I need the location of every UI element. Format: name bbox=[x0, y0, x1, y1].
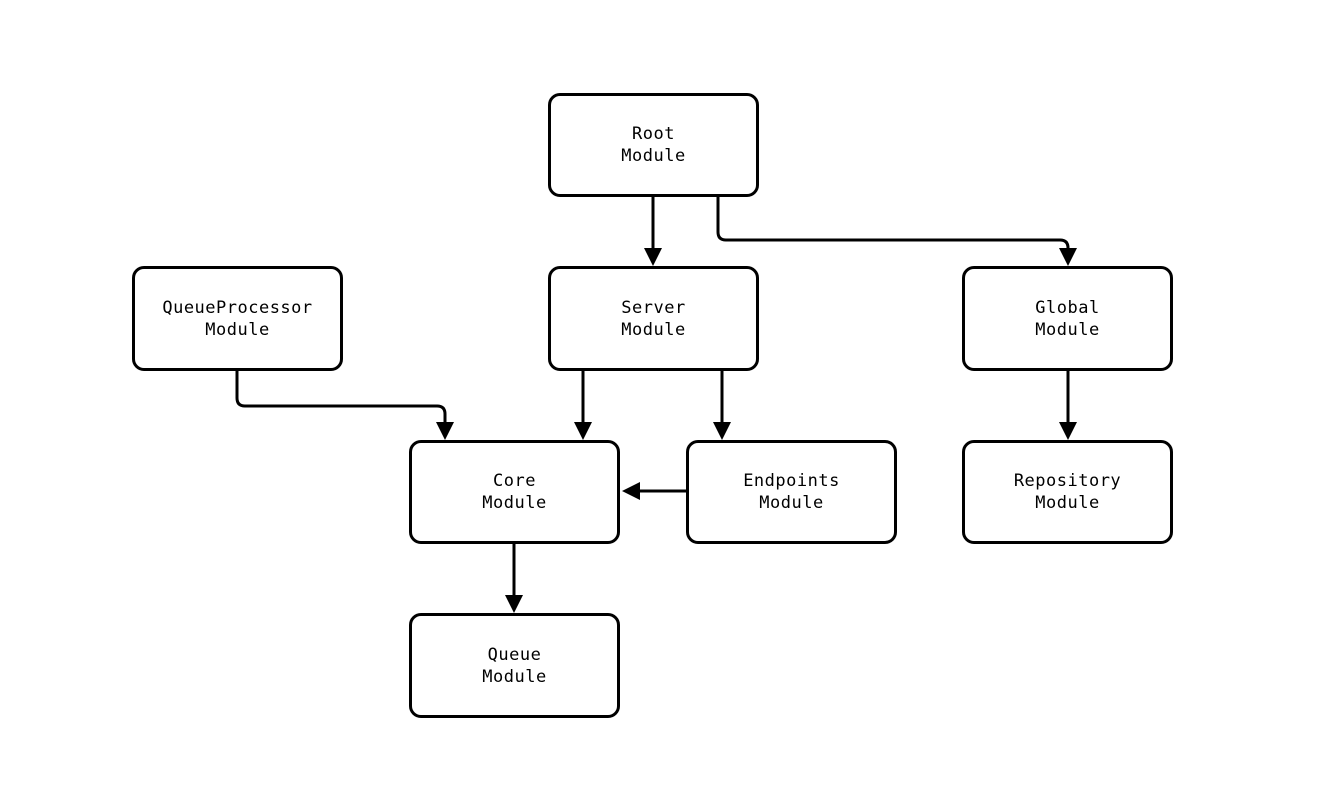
arrowhead-server-to-endpoints bbox=[713, 422, 731, 440]
arrowhead-endpoints-to-core bbox=[622, 482, 640, 500]
node-global-module-title: Global bbox=[1035, 297, 1100, 318]
arrowhead-queueprocessor-to-core bbox=[436, 422, 454, 440]
arrowhead-root-to-global bbox=[1059, 248, 1077, 266]
node-endpoints-module-title: Endpoints bbox=[743, 471, 840, 491]
node-root-module[interactable] bbox=[548, 93, 759, 197]
node-root-module-title: Root bbox=[632, 124, 675, 144]
node-repository-module-title: Repository bbox=[1013, 471, 1122, 491]
node-queueprocessor-module-title: QueueProcessor bbox=[162, 297, 313, 318]
edge-root-to-global bbox=[718, 197, 1068, 253]
node-root-module-subtitle: Module bbox=[621, 146, 686, 166]
node-core-module-title: Core bbox=[493, 471, 536, 491]
node-queue-module-title: Queue bbox=[487, 644, 542, 665]
node-queue-module[interactable] bbox=[409, 613, 620, 718]
node-queueprocessor-module[interactable] bbox=[132, 266, 343, 371]
arrowhead-server-to-core bbox=[574, 422, 592, 440]
node-queueprocessor-module-subtitle: Module bbox=[205, 319, 270, 340]
arrowhead-core-to-queue bbox=[505, 595, 523, 613]
node-queue-module-subtitle: Module bbox=[482, 666, 547, 687]
node-server-module-subtitle: Module bbox=[621, 319, 686, 340]
arrowhead-root-to-server bbox=[644, 248, 662, 266]
node-global-module-subtitle: Module bbox=[1035, 319, 1100, 340]
node-core-module[interactable] bbox=[409, 440, 620, 544]
node-global-module[interactable] bbox=[962, 266, 1173, 371]
edge-queueprocessor-to-core bbox=[237, 371, 445, 427]
node-repository-module-subtitle: Module bbox=[1035, 493, 1100, 513]
node-server-module[interactable] bbox=[548, 266, 759, 371]
node-server-module-title: Server bbox=[621, 297, 686, 318]
node-endpoints-module-subtitle: Module bbox=[759, 493, 824, 513]
node-repository-module[interactable] bbox=[962, 440, 1173, 544]
node-core-module-subtitle: Module bbox=[482, 493, 547, 513]
arrowhead-global-to-repository bbox=[1059, 422, 1077, 440]
node-endpoints-module[interactable] bbox=[686, 440, 897, 544]
